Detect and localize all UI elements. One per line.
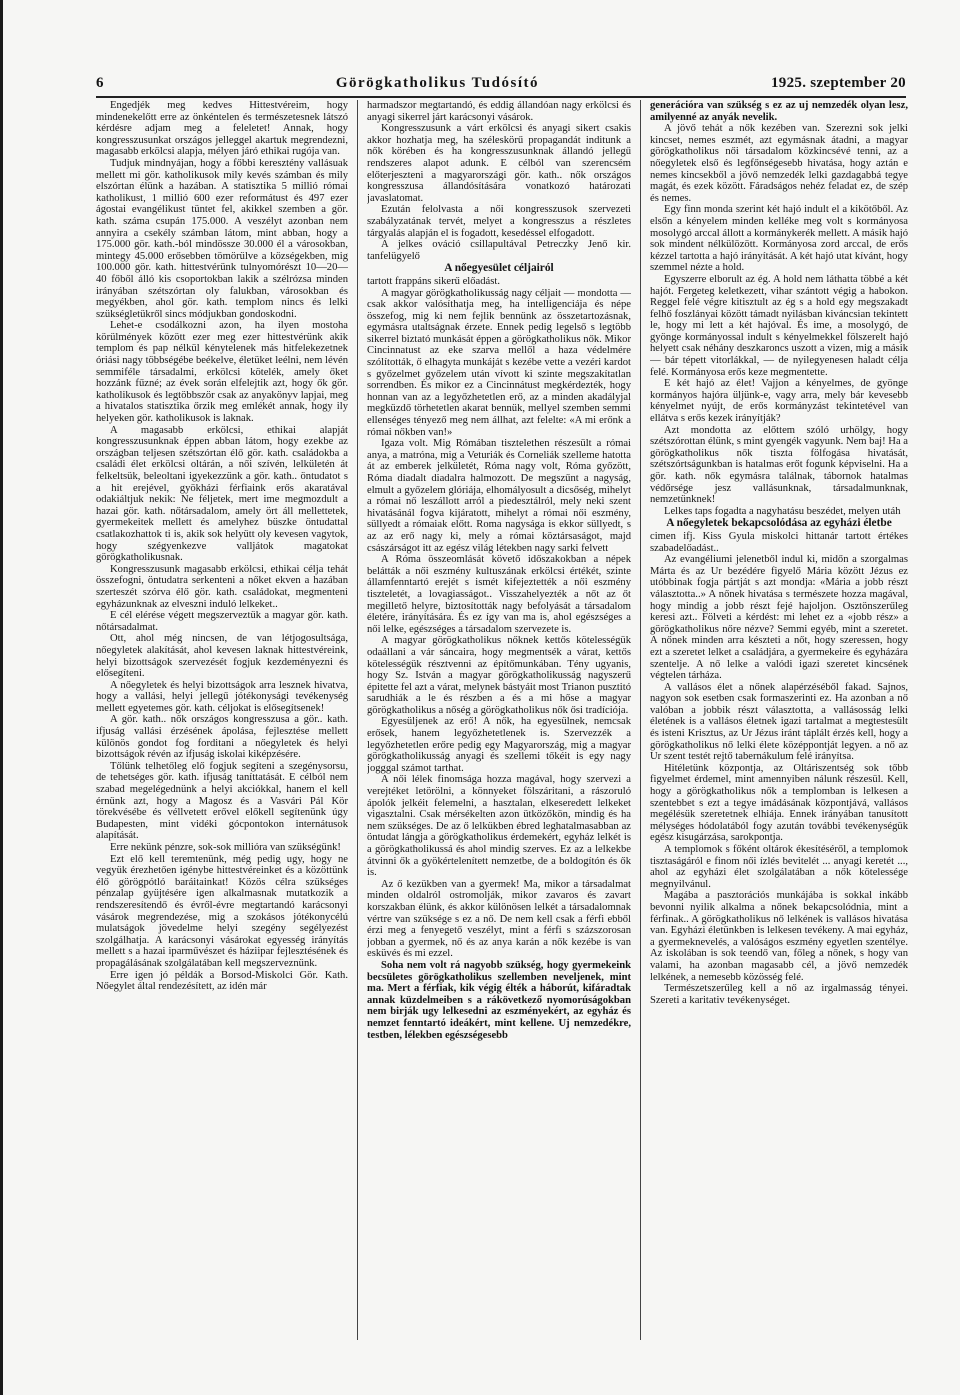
article-paragraph: A jövő tehát a nők kezében van. Szerezni sok jelki kincset, nemes eszmét, azt egymásnak átadni, a magyar görögkatholikus női társadalom közkincsévé tenni, az a nőegyletek első és legfőnségesebb hivatása, hogy aztán e nemes kincsekből a jövő nemzedék lelki gazdagabbá tegye magát, és ezek között. Fáradságos nehéz feladat ez, de szép és nemes.	[650, 123, 908, 204]
article-paragraph: Engedjék meg kedves Hittestvéreim, hogy mindenekelőtt erre az önkéntelen és természetesnek látszó kérdésre adjam meg a feleletet! Annak, hogy kongresszusunkat országos jelleggel akartuk megrendezni, magasabb erkölcsi alapja, mélyen járó ethikai rugója van.	[96, 100, 348, 158]
article-paragraph: cimen ifj. Kiss Gyula miskolci hittanár tartott értékes szabadelőadást..	[650, 530, 908, 554]
article-paragraph: A nőegyletek és helyi bizottságok arra lesznek hivatva, hogy a vallási, helyi jellegű jótékonysági tevékenység mellett egyetemes gör. kath. céljokat is elősegítsenek!	[96, 679, 348, 714]
page-header	[96, 70, 906, 98]
article-column-3	[650, 100, 908, 1340]
scan-edge	[0, 0, 3, 1395]
article-paragraph: Természetszerűleg kell a nő az irgalmasság tényei. Szereti a karitativ tevékenységet.	[650, 983, 908, 1006]
article-paragraph: Ezután felolvasta a női kongresszusok szervezeti szabályzatának tervét, melyet a kongresszus a részletes tárgyalás alapján el is fogadott, kesedéssel elfogadott.	[367, 204, 631, 239]
article-paragraph: Kongresszusunk a várt erkölcsi és anyagi sikert csakis akkor hozhatja meg, ha széleskörű propagandát inditunk a nők körében és ha kongresszusunknak állandó jellegű rendszeres alapot adunk. E célból van szerencsém előterjeszteni a magyarországi gör. kath.. nők országos kongresszusa állandósítására vonatkozó határozati javaslatomat.	[367, 123, 631, 204]
article-paragraph: A magasabb erkölcsi, ethikai alapját kongresszusunknak éppen abban látom, hogy ezekbe az országban teljesen szétszórtan élő gör. kath. családokba a családi élet erkölcsi oltárán, a női szívén, lelkületén át felkeltsük, beleoltani igyekezzünk a gör. kath.. öntudatot s a hit erejével, gyökházi férfiaink erős akaratával odakiáltjuk nekik: Ne féljetek, mert ime megmozdult a hazai gör. kath. nőtársadalom, amely ört áll mellettetek, gyermekeitek mellett és amelyhez büszke öntudattal csatlakozhattok ti is, akik sok helyütt oly kevesen vagytok, hogy szégyenkezve valljátok magatokat görögkatholikusnak.	[96, 424, 348, 564]
article-paragraph: A templomok s főként oltárok ékesítéséről, a templomok tisztaságáról e finom női ízlés bevitelét ... anyagi keretét ..., ahol az egyházi élet szolgálatában a nők kötelessége megnyilvánul.	[650, 844, 908, 890]
article-paragraph: Az evangéliumi jelenetből indul ki, midőn a szorgalmas Márta és az Ur bezédére figyelő Mária között Jézus ez utóbbinak fogja pártját s azt mondja: «Mária a jobb részt választotta..» A nőnek hivatása s természete hozza magával, hogy mindig a jobb részt fejé hajoljon. Osztönszerűleg keresi azt.. Fölveti a kérdést: mi lehet ez a «jobb rész» a görögkatholikus nőre nézve? Semmi egyéb, mint a szeretet. A nőnek minden arra készteti a nőt, hogy szeressen, hogy ezt a szeretet lelket a családjára, a gyermekeire és egyházára szentelje. A nő lelke a valódi igazi szeretet kincsének végtelen tárháza.	[650, 554, 908, 682]
section-heading: A nőegyletek bekapcsolódása az egyházi életbe	[666, 517, 892, 530]
article-paragraph: A női lélek finomsága hozza magával, hogy szervezi a verejtéket letörölni, a könnyeket fölszáritani, a rászoruló ápolók jelkéit felemelni, a hasztalan, elkeseredett lelkeket vigasztalni. Csak mérsékelten azon ütközőkön, mindig és ha nem szükséges. De az ő lelkükben ébred leghatalmasabban az öntudat lángja a görögkatholikus érdemekért, egyház lelkét is a görögkatholikussá és ahol mindig szerves. Ez az a lelkekbe átvinni ők a gyökértelenített nemzetbe, de a boldogítón és ők is.	[367, 774, 631, 879]
article-paragraph: Erre nekünk pénzre, sok-sok millióra van szükségünk!	[110, 842, 341, 853]
section-heading: A nőegyesület céljairól	[444, 262, 554, 275]
article-paragraph: Kongresszusunk magasabb erkölcsi, ethikai célja tehát összefogni, öntudatra serkenteni a nőket ekven a hazában szerteszét szórva élő gör. kath. családokat, megmenteni egyházunknak az elveszni induló lelkeket..	[96, 563, 348, 610]
article-paragraph: A Róma összeomlását követő időszakokban a népek belátták a női eszmény kultuszának erkölcsi értékét, szinte államfenntartó erejét s ismét kifejeztették a női eszmény tiszteletét, a lovagiasságot.. Visszahelyezték a nőt az őt megillető helyre, biztosították nagy befolyását a társadalom életére, irányítására. És ez így van ma is, ahol egészséges a női lelke, egészséges a társadalom szervezete is.	[367, 554, 631, 635]
article-paragraph: Erre igen jó példák a Borsod-Miskolci Gör. Kath. Nőegylet által rendezésített, az idén már	[96, 969, 348, 993]
article-paragraph: Igaza volt. Mig Rómában tisztelethen részesült a római anya, a matróna, mig a Veturiák és Corneliák szelleme hatotta át az emberek jelkületét, Róma nagy volt, Róma győzött, Róma diadalt diadalra halmozott. De megszűnt a nagyság, elmult a győzelem glóriája, elhomályosult a dicsőség, mihelyt a római nő leszállott arról a piedesztálról, mely neki szent hivatásánál fogva kijáratott, mihelyt a római női eszmény, süllyedt a rómaiak előtt. Roma nagysága is ekkor süllyedt, s az az erő nagy ki, mely a római köztársaságot, majd császárságot itt az egész világ létekben nagy sarki felvett	[367, 438, 631, 554]
article-paragraph: Egyszerre elborult az ég. A hold nem láthatta többé a két hajót. Fergeteg keletkezett, vihar szántott végig a habokon. Reggel felé végre kitisztult az ég s a hold egy megszakadt felhő foszlányai között támadt nyilásban kiváncsian tekintett le, hogy mi lett a két hajóval. És ime, a mosolygó, de gyönge kormányossal indult s kényelmekkel fölszerelt hajó helyett csak néhány deszkaroncs uszott a vizen, mig a másik — bár tépett vitorlákkal, — de nyilegyenesen haladt célja felé. Kormányosa erős keze megmentette.	[650, 273, 908, 378]
article-column-1	[96, 100, 348, 1340]
article-paragraph: Egyesüljenek az erő! A nők, ha egyesülnek, nemcsak erősek, hanem legyőzhetetlenek is. Szervezzék a legyőzhetetlen erőre pedig egy Magyarország, mig a magyar görögkatholikusság anyagi és szellemi tőkéit is egy nagy jogggal számot tarthat.	[367, 716, 631, 774]
newspaper-title: Görögkatholikus Tudósító	[335, 74, 539, 91]
article-paragraph: A magyar görögkatholikusság nagy céljait — mondotta — csak akkor valósíthatja meg, ha intelligenciája és népe összefog, mig ki nem fejlik bennünk az összetartozásnak, egymásra utaltságnak érzete. Ennek pedig legelső s legtöbb sikerrel biztató munkását éppen a görögkatholikus nők. Mikor Cincinnatust az eke szarva mellől a haza védelmére szólították, ő elhagyta munkáját s kezébe vette a vezéri kardot s győzelmet győzelem után vívott ki szinte megszakítatlan sorrendben. És mikor ez a Cincinnátust megkérdezték, hogy honnan van az a legyőzhetetlen erő, az a minden akadályjal megküzdő törhetetlen akarat bennük, mellyel szemben semmi ellenséges tényező meg nem állhat, azt felelte: «A mi erőnk a római nőkben van!»	[367, 287, 631, 438]
article-paragraph: Soha nem volt rá nagyobb szükség, hogy gyermekeink becsületes görögkatholikus szellemben neveljenek, mint ma. Mert a férfiak, kik végig élték a háborút, kifáradtak annak küzdelmeiben s a rákövetkező nyomorúságokban nem birják ugy lelkesedni az eszményekért, az egyház és nemzet fenntartó ideákért, mint kellene. Uj nemzedékre, testben, lélekben egészségesebb	[367, 959, 631, 1041]
article-paragraph: tartott frappáns sikerű előadást.	[367, 275, 500, 287]
article-paragraph: E cél elérése végett megszerveztük a magyar gör. kath. nőtársadalmat.	[96, 610, 348, 633]
article-paragraph: generációra van szükség s ez az uj nemzedék olyan lesz, amilyenné az anyák nevelik.	[650, 100, 908, 123]
article-paragraph: Tőlünk telhetőleg elő fogjuk segíteni a szegénysorsu, de tehetséges gör. kath. ifjuság taníttatását. E célból nem szabad megelégednünk a helyi akciókkal, hanem el kell érnünk azt, hogy a Magosz és a Vasvári Pál Kör törekvésébe és véllvetett erővel előkell segítenünk úgy Budapesten, mint vidéki gócpontokon internátusok alapítását.	[96, 760, 348, 842]
article-paragraph: A jelkes ováció csillapultával Petreczky Jenő kir. tanfelügyelő	[367, 239, 631, 262]
article-paragraph: A vallásos élet a nőnek alapérzéséből fakad. Sajnos, nagyon sok esetben csak formaszerinti ez. Ha azonban a nő valóban a jobbik részt választotta, a vallásosság lelki életének is a vallásos életnek igazi tartalmat a megtestesült és isteni Krisztus, az Ur Jézus iránt táplált érzés kell, hogy a görögkatholikus nő lelki élete középpontját legyen. a nő az Ur szent testét rejtő tabernákulum felé irányítsa.	[650, 681, 908, 763]
article-paragraph: A gör. kath.. nők országos kongresszusa a gör.. kath. ifjuság vallási érzésének ápolása, fejlesztése mellett különös gondot fog forditani a nőegyletek és helyi bizottságok révén az ifjuság iskolai kiképzésére.	[96, 714, 348, 761]
column-divider	[640, 100, 641, 1340]
article-column-2	[367, 100, 631, 1340]
page-number: 6	[96, 74, 104, 91]
issue-date: 1925. szeptember 20	[771, 74, 906, 91]
article-paragraph: Magába a pasztorációs munkájába is sokkal inkább bevonni nyilik alkalma a nőnek bekapcsolódnia, mint a férfinak.. A görögkatholikus nő lelkének is vallásos hivatása van. Egyházi életünkben is lelkesen tevékeny. A mai egyház, a gyermeknevelés, a valóságos eszmény egyetlen szentélye. Az iskolában is sok teendő van, főleg a nőnek, s hogy van valami, ha azonban magasabb cél, a jövő nemzedék lelkének, a nemesebb közösség felé.	[650, 890, 908, 983]
article-paragraph: Az ő kezükben van a gyermek! Ma, mikor a társadalmat minden oldalról ostromolják, mikor zavaros és zavart korszakban élünk, és akkor különösen lelkét a társadalomnak vértre van szüksége s ez a nő. De nem kell csak a férfi ebből érzi meg a fenyegető veszélyt, mint a férfi s százszorosan jobban a gyermek, nő és az anya karán a nők kezébe is van esküvés és mi ezzel.	[367, 878, 631, 960]
article-paragraph: Lehet-e csodálkozni azon, ha ilyen mostoha körülmények között ezer meg ezer hittestvérünk akik templom és pap nélkül kénytelenek más hitfelekezetnek óriási nagy többségébe beékelve, életüket leélni, nem lévén semmiféle társadalmi, erkölcsi kötelék, amely őket hozzánk fűzné; az évek során elfelejtik azt, hogy ők gör. katholikusok és legtöbbször csak az anyakönyv lapjai, meg a hivatalos statisztika őrzik meg emlékét annak, hogy ily helyeken gör. katholikusok is laknak.	[96, 320, 348, 425]
column-divider	[357, 100, 358, 1340]
article-paragraph: Lelkes taps fogadta a nagyhatásu beszédet, melyen utáh	[664, 505, 901, 517]
article-paragraph: Hitéletünk központja, az Oltáriszentség sok tőbb figyelmet érdemel, mint amennyiben nálunk részesül. Kell, hogy a görögkatholikus nők a templomban is lelkesen a szentebbet s ezt a tegye imádásának központjává, vallásos megélésük szeretetnek elhiája. Ennek irányában tanusított mélységes hódolatából fogy azután további tevékenységük egész kisugárzása, sarokpontja.	[650, 762, 908, 844]
article-paragraph: Ott, ahol még nincsen, de van létjogosultsága, nőegyletek alakítását, ahol kevesen laknak hittestvéreink, helyi bizottságok szervezését fogjuk kezdeményezni és elősegíteni.	[96, 633, 348, 680]
article-paragraph: Tudjuk mindnyájan, hogy a főbbi keresztény vallásuak mellett mi gör. katholikusok mily kevés számban és mily elszórtan élünk a hazában. A statisztika 5 millió római katholikust, 1 millió 600 ezer reformátust és 497 ezer ágostai evangélikust tüntet fel, akikkel szemben a gör. kath. száma csupán 175.000. A veszélyt azonban nem annyira a csekély számban látom, mint abban, hogy a 175.000 gör. kath.-ból mindössze 30.000 él a városokban, mintegy 45.000 erősebben tömörülve a községekben, mig 100.000 gör. kath. hittestvérünk tulnyomórészt 10—20—40 főből álló kis csoportokban lakik a szélrózsa minden irányában szétszórtan oly falukban, városokban és megyékben, ahol gör. kath. templom nincs és lelki szükségletükről sincs módjukban gondoskodni.	[96, 157, 348, 320]
article-paragraph: harmadszor megtartandó, és eddig állandóan nagy erkölcsi és anyagi sikerrel járt karácsonyi vásárok.	[367, 100, 631, 123]
article-paragraph: Azt mondotta az előttem szóló urhölgy, hogy szétszórottan élünk, s mint gyengék vagyunk. Nem baj! Ha a görögkatholikus nők tiszta fölfogása hivatását, szétszórtságunkban is hatalmas erőt fogunk képviselni. Ha a gör. kath. nők egymásra találnak, tábornok hatalmas védőrsége jesz vallásunknak, társadalmunknak, nemzetünknek!	[650, 424, 908, 506]
article-paragraph: A magyar görögkatholikus nőknek kettős kötelességük odaállani a vár sáncaira, hogy megmentsék a várat, kettős kötelességük résztvenni az építőmunkában. Tény ugyanis, hogy Sz. István a magyar görögkatholikusság nagyszerű épitette fel azt a várat, melynek bástyáit most Trianon pusztitó sarudhiák a le és részben a és a mi hőse a magyar görögkatholikus a nőség a görögkatholikus nők ősi tradíciója.	[367, 635, 631, 716]
article-paragraph: Egy finn monda szerint két hajó indult el a kikötőből. Az elsőn a kényelem minden kelléke meg volt s kormányosa mosolygó arccal állott a kormánykerék mellett. A másik hajó sok mindent nélkülözött. Kormányosa zord arccal, de erős kézzel tartotta a hajó irányítását. A két hajó utat kívánt, hogy szemmel nézte a hold.	[650, 204, 908, 274]
article-paragraph: Ezt elő kell teremtenünk, még pedig ugy, hogy ne vegyük érezhetően igénybe hittestvéreinket és a közöttünk élő görögpótló baráitainkat! Közös célra szükséges pénzalap gyüjtésére igen alkalmasnak mutatkozik a rendszeresítendő és évről-évre megtartandó karácsonyi vásárok megrendezése, mig a szokásos jótékonycélú mulatságok jövedelme helyi szegény segélyezést szolgálhatja. A karácsonyi vásárokat egyesség irányítás mellett s a hazai iparművészet és háziipar fejlesztésének és propagálásának szolgálatában kell megszerveznünk.	[96, 853, 348, 969]
article-paragraph: E két hajó az élet! Vajjon a kényelmes, de gyönge kormányos hajóra üljünk-e, vagy arra, mely bár kevesebb kényelmet nyújt, de erős kormányzást tekintetével van ellátva s erős kezek irányítják?	[650, 378, 908, 425]
